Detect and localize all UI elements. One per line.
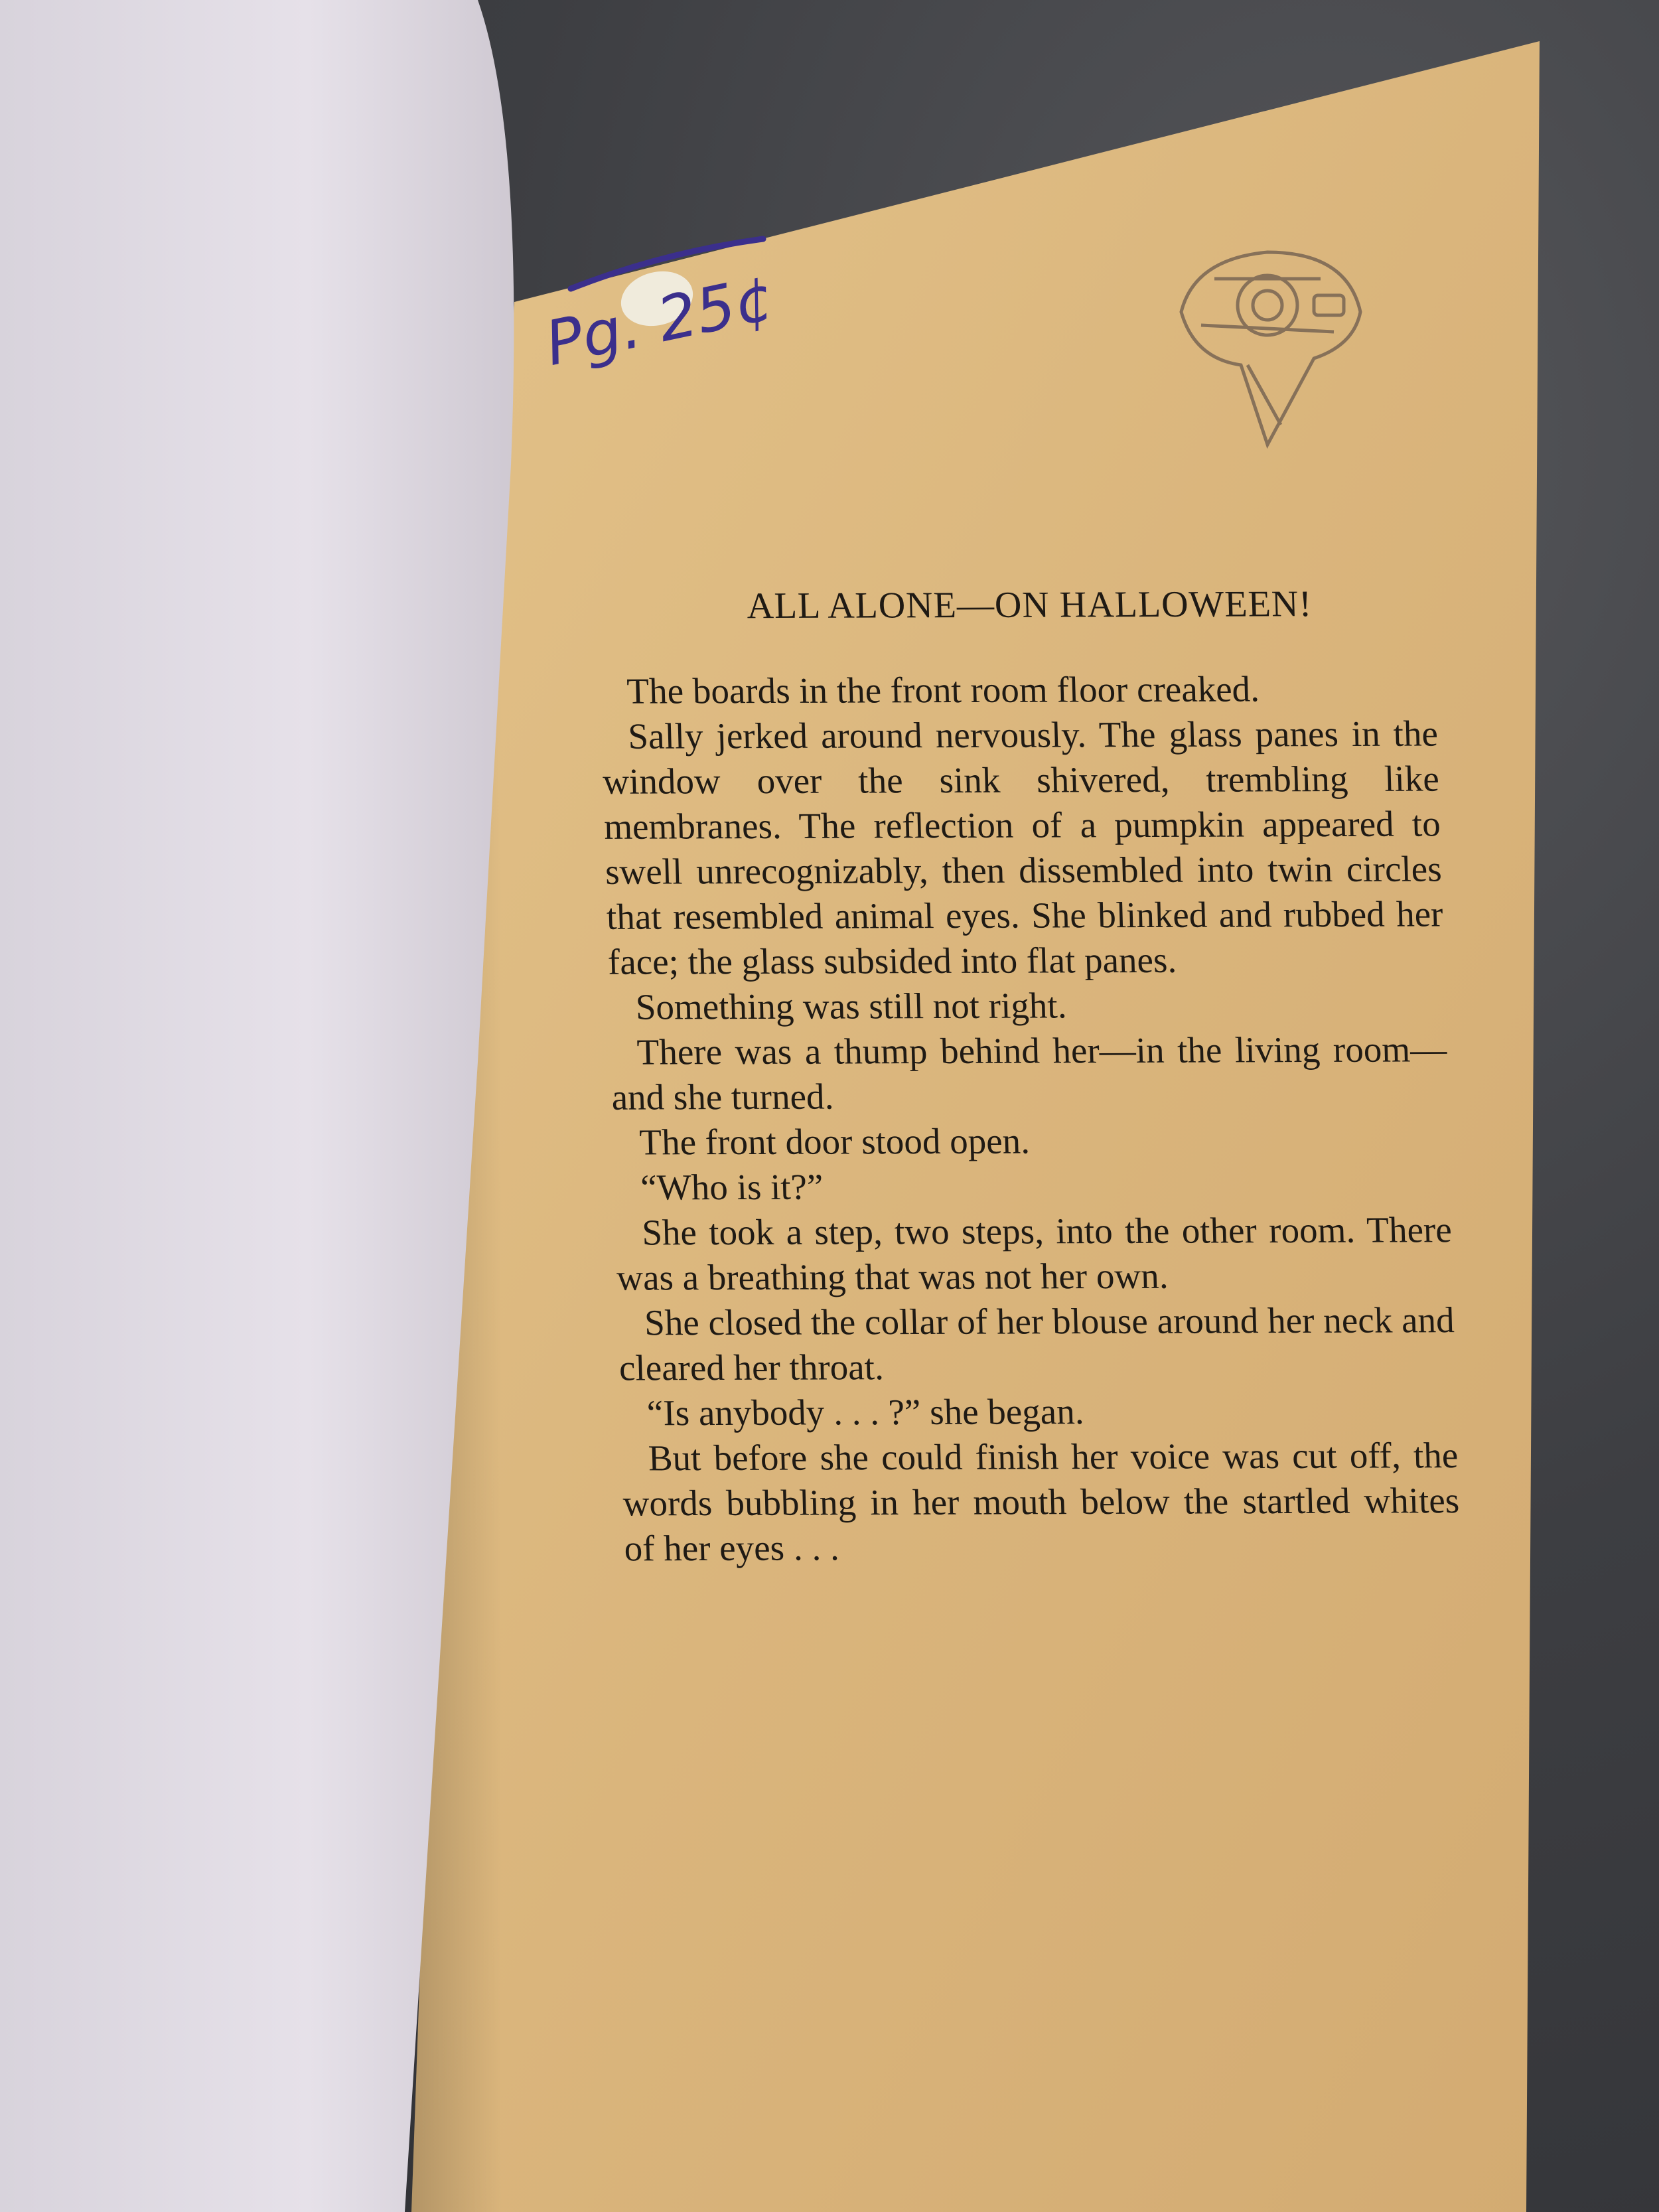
price-mark-text: Pg. 25¢ [539,261,780,380]
paragraph: “Is anybody . . . ?” she began. [646,1391,1085,1434]
paragraph: The front door stood open. [638,1120,1031,1163]
paragraph: “Who is it?” [640,1166,824,1208]
paragraph: Sally jerked around nervously. The glass panes in the window over the sink shivered, trembling like membranes. The reflection of a pumpkin appeared to swell unrecognizably, then dissembled into twin circles that resembled animal eyes. She blinked and rubbed her face; the glass subsided into flat panes. [602,713,1444,982]
chapter-headline: ALL ALONE—ON HALLOWEEN! [746,583,1313,627]
paragraph: There was a thump behind her—in the living room—and she turned. [611,1029,1447,1118]
paragraph: Something was still not right. [634,985,1068,1027]
paragraph: The boards in the front room floor creaked. [626,668,1260,711]
spaceship-stamp-icon [1155,232,1380,458]
text-block [597,581,1461,1572]
paragraph: She closed the collar of her blouse around her neck and cleared her throat. [618,1299,1455,1388]
paragraph: But before she could finish her voice was cut off, the words bubbling in her mouth below the startled whites of her eyes . . . [622,1435,1460,1569]
paragraph: She took a step, two steps, into the other room. There was a breathing that was not her own. [616,1209,1453,1298]
